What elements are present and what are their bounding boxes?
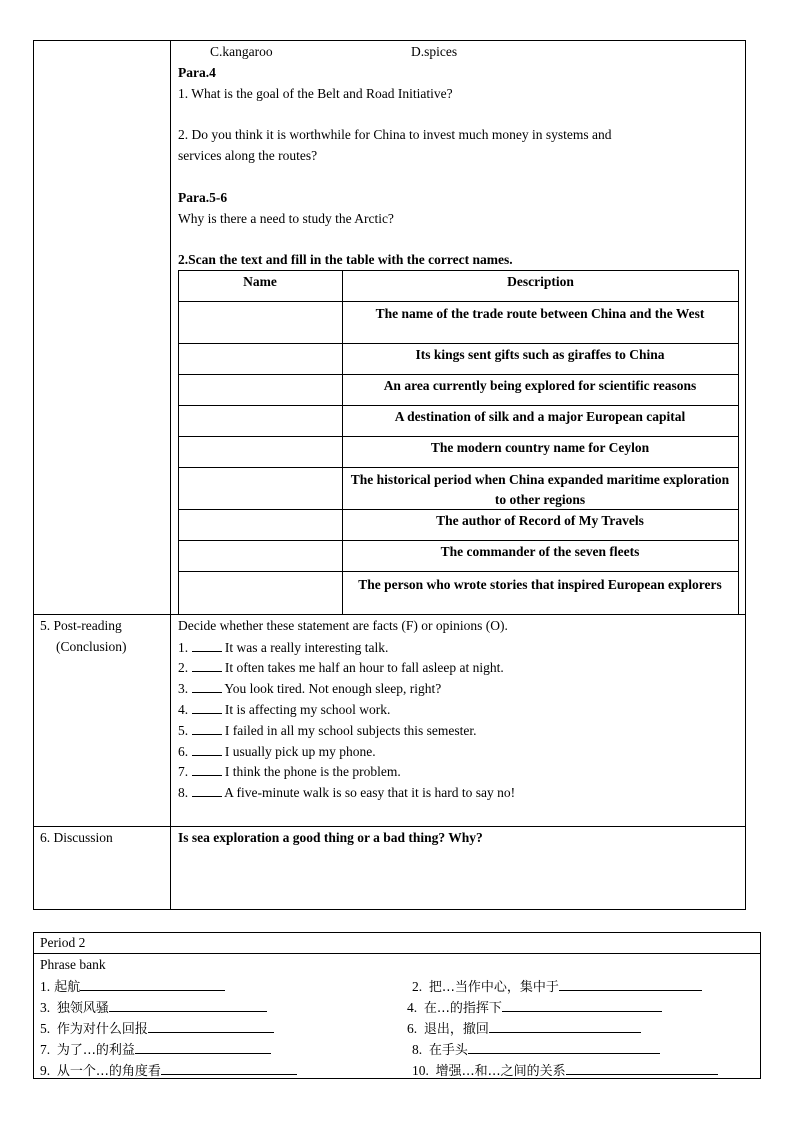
option-c: C.kangaroo bbox=[210, 44, 273, 59]
description-cell-7: The author of Record of My Travels bbox=[436, 513, 644, 528]
description-cell-1: The name of the trade route between China and the West bbox=[375, 306, 705, 321]
list-item: 2. It often takes me half an hour to fall asleep at night. bbox=[178, 660, 504, 675]
list-item: 3. You look tired. Not enough sleep, right? bbox=[178, 681, 442, 696]
phrase-item: 8. 在手头 bbox=[412, 1041, 660, 1059]
para56-heading: Para.5-6 bbox=[178, 190, 228, 205]
name-cell-3[interactable] bbox=[179, 375, 342, 405]
answer-blank[interactable] bbox=[192, 743, 222, 756]
post-reading-intro: Decide whether these statement are facts (F) or opinions (O). bbox=[178, 618, 508, 633]
post-reading-sublabel: (Conclusion) bbox=[56, 639, 127, 654]
para4-heading: Para.4 bbox=[178, 65, 216, 80]
column-header-name: Name bbox=[243, 274, 277, 289]
para4-question-2-line2: services along the routes? bbox=[178, 148, 318, 163]
answer-blank[interactable] bbox=[192, 784, 222, 797]
phrase-blank[interactable] bbox=[148, 1020, 274, 1033]
phrase-blank[interactable] bbox=[161, 1062, 297, 1075]
phrase-item: 2. 把…当作中心，集中于 bbox=[412, 978, 702, 996]
phrase-item: 3. 独领风骚 bbox=[40, 999, 267, 1017]
para4-question-2-line1: 2. Do you think it is worthwhile for China to invest much money in systems and bbox=[178, 127, 612, 142]
para56-question: Why is there a need to study the Arctic? bbox=[178, 211, 394, 226]
list-item: 7. I think the phone is the problem. bbox=[178, 764, 401, 779]
description-cell-3: An area currently being explored for scientific reasons bbox=[383, 378, 697, 393]
answer-blank[interactable] bbox=[192, 659, 222, 672]
phrase-item: 10. 增强…和…之间的关系 bbox=[412, 1062, 718, 1080]
name-cell-6[interactable] bbox=[179, 468, 342, 509]
phrase-blank[interactable] bbox=[559, 978, 702, 991]
phrase-item: 5. 作为对什么回报 bbox=[40, 1020, 274, 1038]
phrase-bank-title: Phrase bank bbox=[40, 957, 106, 972]
answer-blank[interactable] bbox=[192, 680, 222, 693]
phrase-blank[interactable] bbox=[502, 999, 662, 1012]
phrase-blank[interactable] bbox=[109, 999, 267, 1012]
discussion-label: 6. Discussion bbox=[40, 830, 113, 845]
column-header-description: Description bbox=[507, 274, 574, 289]
answer-blank[interactable] bbox=[192, 639, 222, 652]
list-item: 1. It was a really interesting talk. bbox=[178, 640, 389, 655]
name-cell-7[interactable] bbox=[179, 510, 342, 540]
phrase-blank[interactable] bbox=[489, 1020, 641, 1033]
answer-blank[interactable] bbox=[192, 722, 222, 735]
list-item: 6. I usually pick up my phone. bbox=[178, 744, 376, 759]
phrase-item: 9. 从一个…的角度看 bbox=[40, 1062, 297, 1080]
phrase-blank[interactable] bbox=[468, 1041, 660, 1054]
phrase-item: 6. 退出，撤回 bbox=[407, 1020, 641, 1038]
para4-question-1: 1. What is the goal of the Belt and Road Initiative? bbox=[178, 86, 453, 101]
name-cell-5[interactable] bbox=[179, 437, 342, 467]
discussion-answer-area[interactable] bbox=[172, 850, 742, 906]
phrase-item: 1. 起航 bbox=[40, 978, 225, 996]
phrase-blank[interactable] bbox=[135, 1041, 271, 1054]
period2-title: Period 2 bbox=[40, 935, 86, 950]
phrase-item: 7. 为了…的利益 bbox=[40, 1041, 271, 1059]
post-reading-label: 5. Post-reading bbox=[40, 618, 122, 633]
name-cell-4[interactable] bbox=[179, 406, 342, 436]
answer-blank[interactable] bbox=[192, 763, 222, 776]
list-item: 4. It is affecting my school work. bbox=[178, 702, 391, 717]
description-cell-6: The historical period when China expanded maritime exploration to other regions bbox=[350, 472, 730, 507]
phrase-blank[interactable] bbox=[566, 1062, 718, 1075]
description-cell-5: The modern country name for Ceylon bbox=[430, 440, 650, 455]
answer-blank[interactable] bbox=[192, 701, 222, 714]
name-cell-2[interactable] bbox=[179, 344, 342, 374]
name-cell-8[interactable] bbox=[179, 541, 342, 571]
description-cell-8: The commander of the seven fleets bbox=[440, 544, 640, 559]
name-cell-9[interactable] bbox=[179, 572, 342, 614]
discussion-question: Is sea exploration a good thing or a bad thing? Why? bbox=[178, 830, 483, 845]
description-cell-9: The person who wrote stories that inspired European explorers bbox=[358, 577, 722, 592]
description-cell-2: Its kings sent gifts such as giraffes to China bbox=[415, 347, 665, 362]
phrase-blank[interactable] bbox=[80, 978, 225, 991]
phrase-item: 4. 在…的指挥下 bbox=[407, 999, 662, 1017]
list-item: 8. A five-minute walk is so easy that it is hard to say no! bbox=[178, 785, 516, 800]
scan-heading: 2.Scan the text and fill in the table with the correct names. bbox=[178, 252, 513, 267]
name-cell-1[interactable] bbox=[179, 302, 342, 343]
option-d: D.spices bbox=[411, 44, 458, 59]
description-cell-4: A destination of silk and a major European capital bbox=[394, 409, 686, 424]
list-item: 5. I failed in all my school subjects this semester. bbox=[178, 723, 477, 738]
